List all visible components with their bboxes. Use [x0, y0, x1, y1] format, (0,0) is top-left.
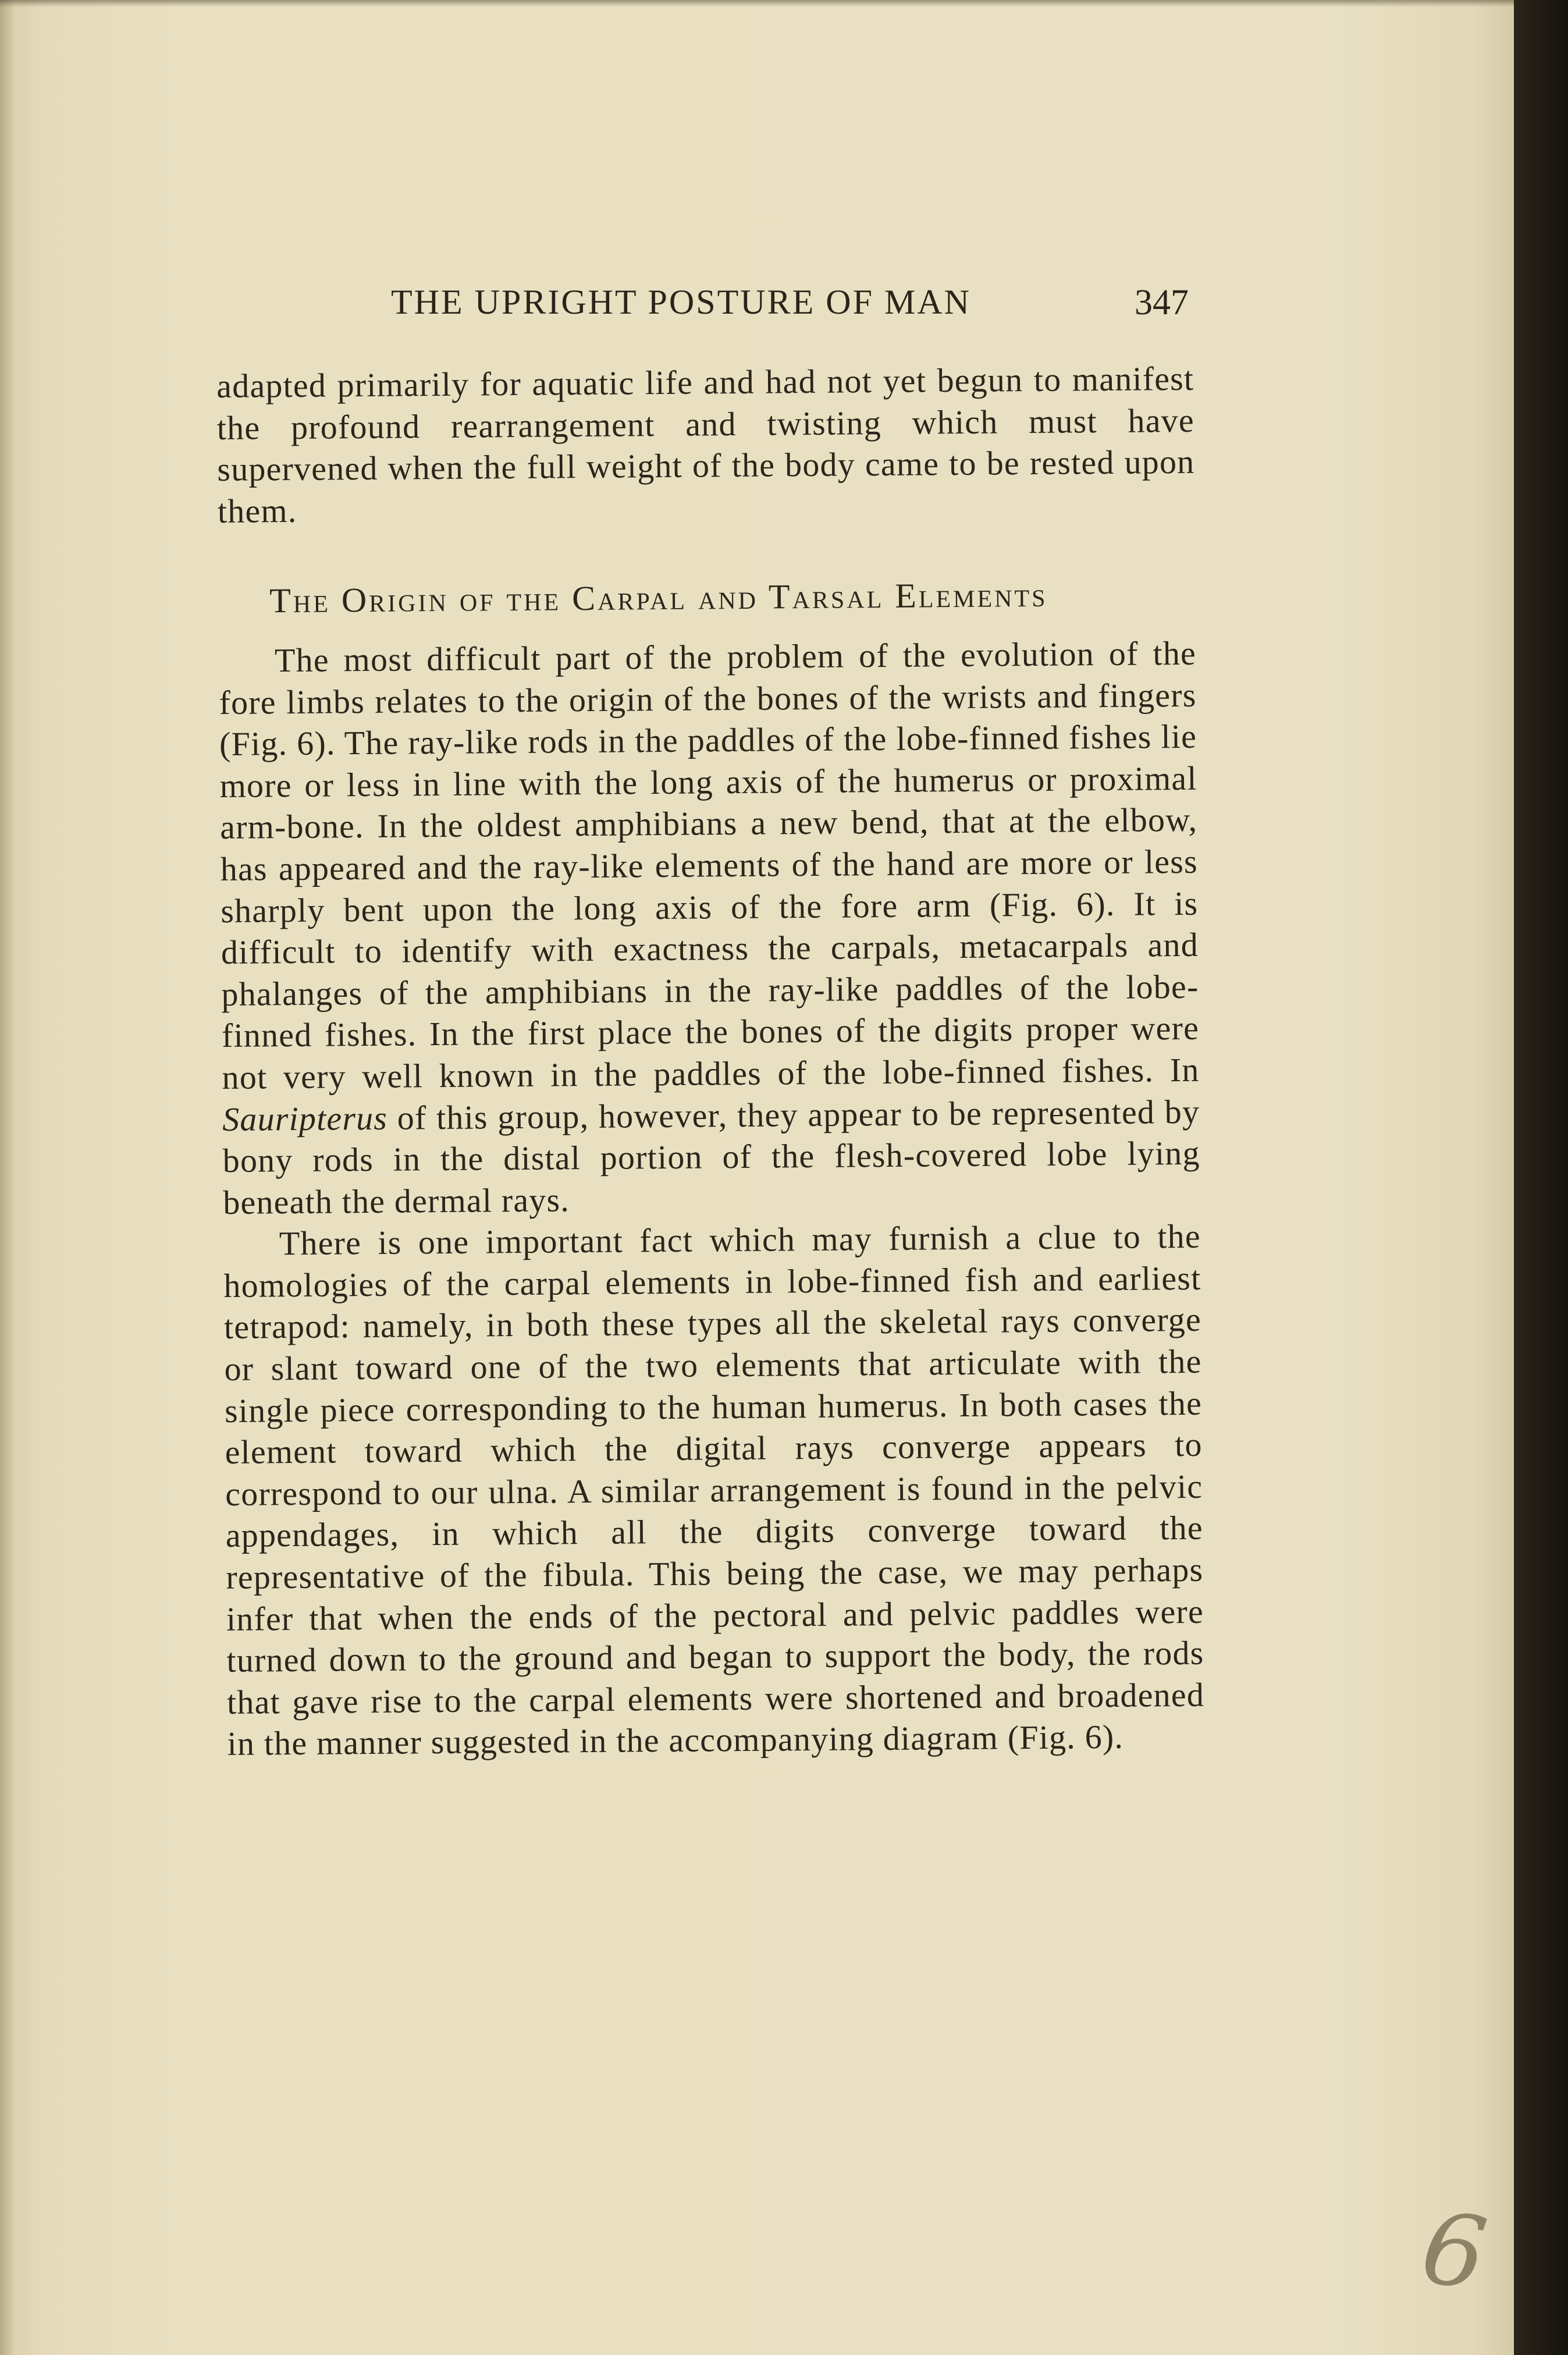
- genus-name: Sauripterus: [222, 1099, 388, 1138]
- paragraph-evolution-of-fore-limbs: [219, 633, 1201, 1223]
- paragraph-homologies: There is one important fact which may furnish a clue to the homologies of the carpal elements in lobe-finned fish and earliest tetrapod: namely, in both these types all the skeletal rays converge or slant toward one of the two elements that articulate with the single piece corresponding to the human humerus. In both cases the element toward which the digital rays converge appears to correspond to our ulna. A similar arrangement is found in the pelvic appendages, in which all the digits converge toward the representative of the fibula. This being the case, we may perhaps infer that when the ends of the pectoral and pelvic paddles were turned down to the ground and began to support the body, the rods that gave rise to the carpal elements were shortened and broadened in the manner suggested in the accompanying diagram (Fig. 6).: [223, 1217, 1205, 1763]
- running-head: THE UPRIGHT POSTURE OF MAN: [391, 283, 971, 321]
- page-number: 347: [1135, 283, 1189, 322]
- paragraph-text: of this group, however, they appear to be represented by bony rods in the distal portion of the flesh-covered lobe lying beneath the dermal rays.: [222, 1092, 1200, 1221]
- scan-background-edge: [1514, 0, 1568, 2355]
- page-top-shadow: [0, 0, 1514, 7]
- opening-paragraph: adapted primarily for aquatic life and had not yet begun to manifest the profound rearrangement and twisting which must have supervened when the full weight of the body came to be rested upon them.: [216, 359, 1195, 530]
- paragraph-text: The most difficult part of the problem of the evolution of the fore limbs relates to the origin of the bones of the wrists and fingers (Fig. 6). The ray-like rods in the paddles of the lobe-finned fishes lie more or less in line with the long axis of the humerus or proximal arm-bone. In the oldest amphibians a new bend, that at the elbow, has appeared and the ray-like elements of the hand are more or less sharply bent upon the long axis of the fore arm (Fig. 6). It is difficult to identify with exactness the carpals, metacarpals and phalanges of the amphibians in the ray-like paddles of the lobe-finned fishes. In the first place the bones of the digits proper were not very well known in the paddles of the lobe-finned fishes. In: [219, 634, 1200, 1096]
- handwritten-page-mark: 6: [1414, 2190, 1494, 2313]
- section-heading: The Origin of the Carpal and Tarsal Elements: [269, 576, 1048, 620]
- body-text: [216, 358, 1205, 1765]
